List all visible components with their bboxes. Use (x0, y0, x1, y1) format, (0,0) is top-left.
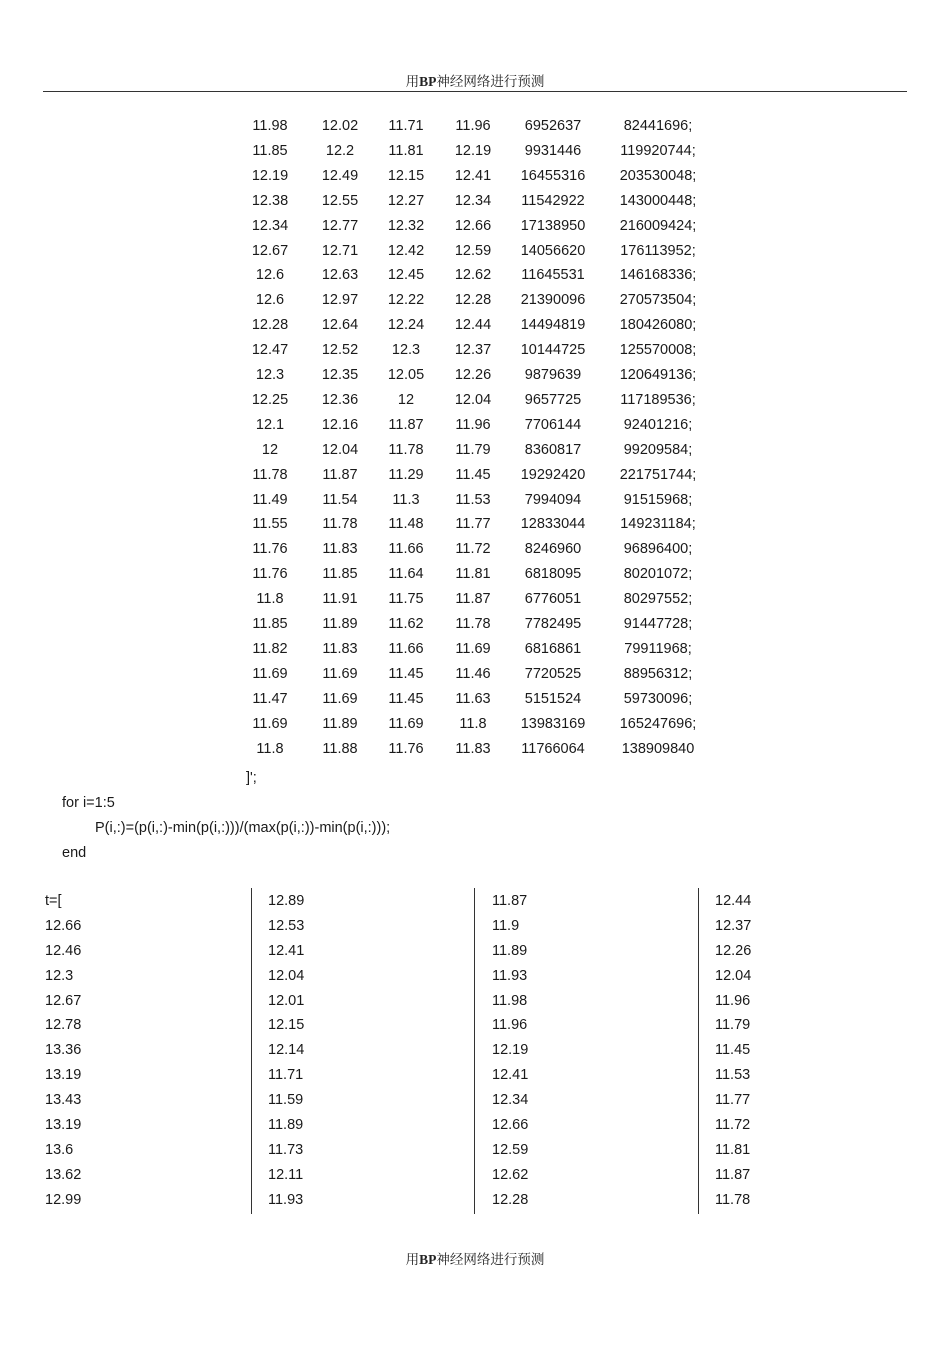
matrix-row (0, 641, 950, 666)
matrix-row (0, 492, 950, 517)
t-value: 12.59 (492, 1141, 529, 1158)
matrix-cell: 11.85 (252, 142, 288, 159)
matrix-cell: 11.79 (455, 441, 491, 458)
t-value: 12.41 (268, 942, 305, 959)
end-line: end (62, 845, 87, 861)
matrix-cell: 216009424; (619, 217, 697, 234)
matrix-row (0, 591, 950, 616)
header-prefix: 用 (405, 74, 420, 90)
matrix-cell: 11.78 (322, 516, 358, 533)
matrix-cell: 92401216; (623, 416, 693, 433)
matrix-cell: 11.89 (322, 616, 358, 632)
matrix-cell: 12.38 (251, 192, 289, 209)
matrix-cell: 17138950 (520, 217, 586, 234)
matrix-cell: 11.88 (322, 740, 358, 757)
matrix-cell: 11.91 (322, 591, 358, 608)
matrix-cell: 12.71 (321, 242, 359, 259)
matrix-row (0, 691, 950, 716)
matrix-cell: 6816861 (524, 640, 582, 657)
matrix-cell: 7994094 (524, 491, 582, 508)
matrix-cell: 11.29 (388, 466, 424, 483)
matrix-cell: 79911968; (624, 640, 692, 657)
t-value: 13.19 (45, 1067, 82, 1084)
matrix-cell: 11.69 (252, 665, 288, 682)
matrix-cell: 9657725 (524, 391, 582, 408)
matrix-cell: 9879639 (524, 367, 582, 383)
t-value: 12.46 (45, 942, 82, 959)
matrix-cell: 59730096; (623, 690, 693, 707)
matrix-cell: 8360817 (524, 441, 582, 458)
normalize-line: P(i,:)=(p(i,:)-min(p(i,:)))/(max(p(i,:))-min(p(i,:))); (95, 820, 391, 836)
matrix-cell: 91515968; (623, 491, 693, 508)
matrix-row (0, 516, 950, 541)
t-value: 11.81 (715, 1141, 751, 1158)
matrix-cell: 11.46 (455, 665, 491, 682)
matrix-cell: 12 (261, 441, 279, 458)
matrix-cell: 12.15 (387, 167, 425, 184)
matrix-cell: 11.96 (455, 416, 491, 433)
t-value: 13.36 (45, 1042, 82, 1059)
matrix-cell: 11.78 (252, 466, 288, 483)
matrix-cell: 11.83 (322, 640, 358, 657)
matrix-close-bracket: ]'; (246, 770, 257, 786)
matrix-cell: 12.67 (251, 242, 289, 259)
t-value: 11.59 (268, 1092, 304, 1109)
matrix-cell: 11.78 (455, 616, 491, 632)
matrix-cell: 11.53 (455, 491, 491, 508)
t-value: t=[ (45, 893, 62, 909)
t-value: 12.99 (45, 1191, 82, 1208)
matrix-cell: 13983169 (520, 715, 586, 732)
matrix-cell: 11.82 (252, 640, 288, 657)
matrix-cell: 12.26 (454, 367, 492, 383)
matrix-cell: 149231184; (620, 516, 696, 533)
t-value: 12.66 (492, 1117, 529, 1134)
header-suffix: 神经网络进行预测 (436, 74, 545, 90)
matrix-cell: 176113952; (620, 242, 696, 259)
matrix-cell: 12.25 (251, 391, 289, 408)
matrix-row (0, 317, 950, 342)
matrix-cell: 119920744; (620, 142, 696, 159)
matrix-cell: 11.8 (256, 591, 284, 608)
t-value: 12.66 (45, 917, 82, 934)
matrix-cell: 12.04 (321, 441, 359, 458)
t-value: 12.04 (715, 967, 752, 984)
matrix-cell: 11.72 (455, 541, 491, 558)
t-value: 11.89 (492, 942, 528, 959)
matrix-cell: 5151524 (524, 690, 582, 707)
matrix-cell: 12.19 (251, 167, 289, 184)
matrix-cell: 11.76 (252, 541, 288, 558)
matrix-cell: 12.04 (454, 391, 492, 408)
matrix-cell: 117189536; (620, 391, 696, 408)
matrix-cell: 180426080; (619, 317, 697, 334)
matrix-cell: 120649136; (619, 367, 697, 383)
matrix-cell: 11.85 (322, 566, 358, 583)
t-value: 12.01 (268, 992, 305, 1009)
matrix-cell: 12.34 (454, 192, 492, 209)
matrix-cell: 12.34 (251, 217, 289, 234)
matrix-cell: 11.45 (388, 690, 424, 707)
matrix-cell: 12.32 (387, 217, 425, 234)
matrix-cell: 11.69 (322, 665, 358, 682)
matrix-cell: 19292420 (520, 466, 586, 483)
matrix-cell: 11.71 (388, 118, 424, 134)
matrix-cell: 10144725 (520, 342, 586, 359)
matrix-row (0, 267, 950, 292)
matrix-cell: 11.87 (455, 591, 491, 608)
matrix-cell: 12.3 (255, 367, 285, 383)
matrix-cell: 12.45 (387, 267, 425, 284)
t-value: 11.79 (715, 1017, 751, 1034)
matrix-cell: 21390096 (520, 292, 586, 309)
matrix-cell: 12.1 (255, 416, 285, 433)
t-value: 12.3 (45, 967, 74, 984)
footer-prefix: 用 (405, 1252, 420, 1268)
matrix-cell: 12.35 (321, 367, 359, 383)
matrix-cell: 11.69 (455, 640, 491, 657)
t-value: 11.77 (715, 1092, 751, 1109)
column-divider (698, 888, 699, 1214)
matrix-cell: 270573504; (619, 292, 697, 309)
matrix-cell: 12.59 (454, 242, 492, 259)
matrix-cell: 96896400; (623, 541, 693, 558)
matrix-cell: 165247696; (619, 715, 697, 732)
matrix-row (0, 367, 950, 392)
t-value: 12.19 (492, 1042, 529, 1059)
matrix-cell: 11.66 (388, 541, 424, 558)
t-value: 13.6 (45, 1141, 74, 1158)
t-value: 12.26 (715, 942, 752, 959)
t-value: 12.62 (492, 1166, 529, 1183)
matrix-cell: 12833044 (520, 516, 586, 533)
t-value: 12.41 (492, 1067, 529, 1084)
matrix-cell: 12.24 (387, 317, 425, 334)
t-value: 12.78 (45, 1017, 82, 1034)
t-column-2 (268, 889, 304, 1213)
matrix-cell: 14494819 (520, 317, 586, 334)
t-value: 11.87 (715, 1166, 751, 1183)
matrix-cell: 14056620 (520, 242, 586, 259)
matrix-cell: 12.49 (321, 167, 359, 184)
matrix-cell: 11.81 (455, 566, 491, 583)
matrix-row (0, 541, 950, 566)
matrix-cell: 11.77 (455, 516, 491, 533)
matrix-cell: 12.36 (321, 391, 359, 408)
matrix-cell: 12.55 (321, 192, 359, 209)
t-value: 12.53 (268, 917, 305, 934)
matrix-row (0, 666, 950, 691)
matrix-cell: 11.55 (252, 516, 288, 533)
matrix-cell: 11.64 (388, 566, 424, 583)
matrix-row (0, 193, 950, 218)
matrix-cell: 12.28 (251, 317, 289, 334)
matrix-cell: 11.8 (459, 715, 487, 732)
t-value: 12.04 (268, 967, 305, 984)
t-value: 12.11 (268, 1166, 304, 1183)
matrix-cell: 12.02 (321, 118, 359, 134)
matrix-cell: 11.45 (455, 466, 491, 483)
matrix-cell: 11766064 (521, 740, 585, 757)
matrix-cell: 12.47 (251, 342, 289, 359)
t-value: 11.73 (268, 1141, 304, 1158)
t-value: 11.45 (715, 1042, 751, 1059)
matrix-cell: 12.6 (255, 292, 285, 309)
matrix-cell: 12.44 (454, 317, 492, 334)
t-value: 12.44 (715, 893, 752, 909)
t-column-1 (45, 889, 81, 1213)
t-value: 11.87 (492, 893, 528, 909)
matrix-cell: 11.76 (388, 740, 424, 757)
matrix-cell: 11.83 (455, 740, 491, 757)
matrix-cell: 11.78 (388, 441, 424, 458)
matrix-cell: 6818095 (524, 566, 582, 583)
matrix-cell: 12.37 (454, 342, 492, 359)
matrix-cell: 11.3 (392, 491, 420, 508)
matrix-cell: 7706144 (524, 416, 582, 433)
matrix-cell: 11.49 (252, 491, 288, 508)
matrix-row (0, 243, 950, 268)
for-loop-line: for i=1:5 (62, 795, 115, 811)
matrix-cell: 12.05 (387, 367, 425, 383)
t-value: 13.19 (45, 1117, 82, 1134)
matrix-cell: 12.3 (391, 342, 421, 359)
t-value: 12.37 (715, 917, 752, 934)
matrix-row (0, 741, 950, 766)
matrix-row (0, 467, 950, 492)
matrix-cell: 8246960 (524, 541, 582, 558)
matrix-cell: 11.83 (322, 541, 358, 558)
matrix-cell: 11.89 (322, 715, 358, 732)
t-value: 13.43 (45, 1092, 82, 1109)
matrix-row (0, 143, 950, 168)
t-value: 11.53 (715, 1067, 751, 1084)
matrix-row (0, 218, 950, 243)
t-value: 11.9 (492, 917, 520, 934)
matrix-row (0, 616, 950, 641)
header-divider (43, 91, 907, 92)
matrix-cell: 12.22 (387, 292, 425, 309)
matrix-cell: 88956312; (623, 665, 693, 682)
matrix-row (0, 392, 950, 417)
matrix-cell: 7720525 (524, 665, 582, 682)
t-value: 11.93 (492, 967, 528, 984)
matrix-cell: 11.69 (252, 715, 288, 732)
t-column-4 (715, 889, 751, 1213)
t-value: 11.72 (715, 1117, 751, 1134)
matrix-row (0, 118, 950, 143)
matrix-cell: 11.87 (388, 416, 424, 433)
page-header (0, 70, 950, 90)
matrix-cell: 11645531 (521, 267, 585, 284)
matrix-cell: 12.16 (321, 416, 359, 433)
matrix-cell: 11.48 (388, 516, 424, 533)
t-value: 11.89 (268, 1117, 304, 1134)
matrix-row (0, 566, 950, 591)
matrix-cell: 11542922 (521, 192, 585, 209)
matrix-cell: 12 (397, 391, 415, 408)
matrix-cell: 11.47 (252, 690, 288, 707)
matrix-cell: 12.42 (387, 242, 425, 259)
t-value: 11.96 (715, 992, 751, 1009)
column-divider (474, 888, 475, 1214)
matrix-cell: 11.87 (322, 466, 358, 483)
matrix-cell: 12.41 (454, 167, 492, 184)
matrix-cell: 11.75 (388, 591, 424, 608)
matrix-cell: 80297552; (623, 591, 693, 608)
matrix-cell: 125570008; (619, 342, 697, 359)
matrix-cell: 143000448; (619, 192, 697, 209)
matrix-cell: 12.77 (321, 217, 359, 234)
matrix-cell: 80201072; (623, 566, 693, 583)
matrix-cell: 12.6 (255, 267, 285, 284)
matrix-cell: 12.28 (454, 292, 492, 309)
matrix-cell: 12.97 (321, 292, 359, 309)
matrix-cell: 82441696; (623, 118, 693, 134)
matrix-cell: 12.2 (325, 142, 355, 159)
matrix-cell: 11.96 (455, 118, 491, 134)
matrix-cell: 138909840 (621, 740, 695, 757)
matrix-cell: 91447728; (623, 616, 693, 632)
matrix-row (0, 168, 950, 193)
footer-brand: BP (419, 1252, 437, 1267)
matrix-cell: 12.66 (454, 217, 492, 234)
t-value: 11.71 (268, 1067, 304, 1084)
matrix-cell: 11.8 (256, 740, 284, 757)
matrix-cell: 7782495 (524, 616, 582, 632)
matrix-cell: 203530048; (619, 167, 697, 184)
matrix-cell: 11.85 (252, 616, 288, 632)
input-matrix (0, 118, 950, 778)
matrix-cell: 11.63 (455, 690, 491, 707)
matrix-cell: 12.19 (454, 142, 492, 159)
matrix-cell: 12.64 (321, 317, 359, 334)
matrix-row (0, 342, 950, 367)
matrix-cell: 11.66 (388, 640, 424, 657)
matrix-cell: 6776051 (524, 591, 582, 608)
footer-suffix: 神经网络进行预测 (436, 1252, 545, 1268)
t-value: 12.89 (268, 893, 305, 909)
t-value: 12.14 (268, 1042, 305, 1059)
matrix-cell: 11.69 (322, 690, 358, 707)
matrix-cell: 16455316 (520, 167, 586, 184)
matrix-cell: 12.63 (321, 267, 359, 284)
matrix-cell: 99209584; (623, 441, 693, 458)
t-value: 12.34 (492, 1092, 529, 1109)
matrix-cell: 221751744; (619, 466, 697, 483)
t-value: 11.98 (492, 992, 528, 1009)
t-value: 12.67 (45, 992, 82, 1009)
matrix-cell: 11.69 (388, 715, 424, 732)
matrix-cell: 12.62 (454, 267, 492, 284)
t-value: 11.78 (715, 1191, 751, 1208)
t-value: 12.15 (268, 1017, 305, 1034)
matrix-row (0, 292, 950, 317)
matrix-cell: 11.45 (388, 665, 424, 682)
matrix-cell: 146168336; (619, 267, 697, 284)
t-column-3 (492, 889, 528, 1213)
matrix-cell: 11.81 (388, 142, 424, 159)
matrix-cell: 11.98 (252, 118, 288, 134)
page-footer (0, 1248, 950, 1268)
matrix-row (0, 417, 950, 442)
matrix-row (0, 442, 950, 467)
matrix-cell: 11.54 (322, 491, 358, 508)
t-value: 13.62 (45, 1166, 82, 1183)
matrix-cell: 11.76 (252, 566, 288, 583)
matrix-cell: 12.27 (387, 192, 425, 209)
column-divider (251, 888, 252, 1214)
t-value: 11.93 (268, 1191, 304, 1208)
matrix-cell: 9931446 (524, 142, 582, 159)
header-brand: BP (419, 74, 437, 89)
matrix-cell: 12.52 (321, 342, 359, 359)
t-value: 11.96 (492, 1017, 528, 1034)
matrix-cell: 11.62 (388, 616, 424, 632)
t-value: 12.28 (492, 1191, 529, 1208)
matrix-row (0, 716, 950, 741)
matrix-cell: 6952637 (524, 118, 582, 134)
